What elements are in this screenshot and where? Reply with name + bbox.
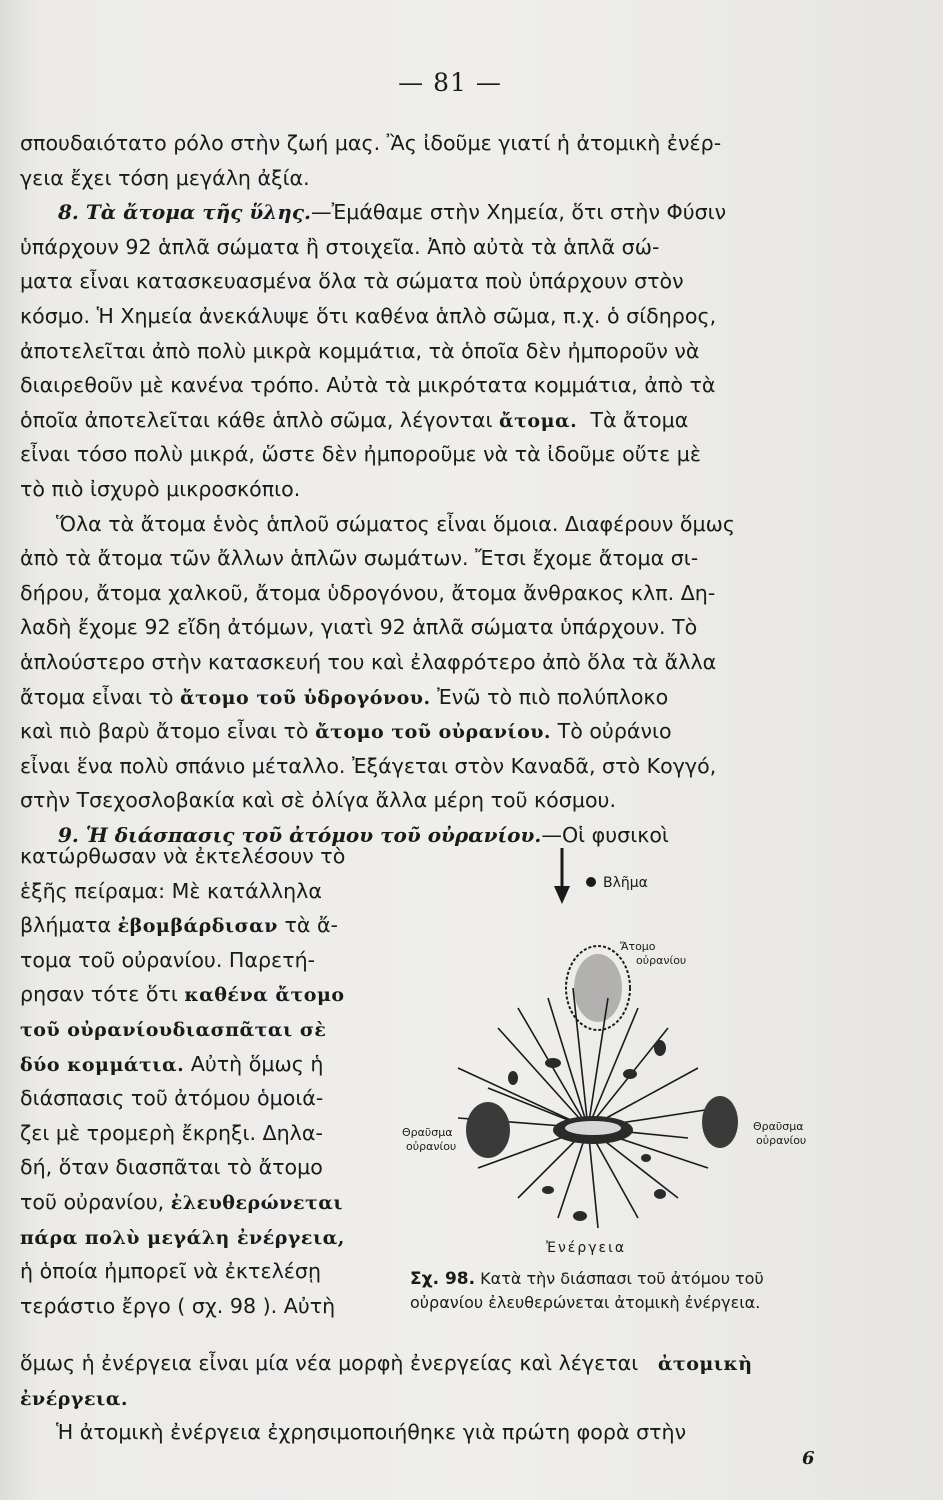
label-atom-2: οὐρανίου [636, 954, 687, 967]
text-line: ὑπάρχουν 92 ἁπλᾶ σώματα ἢ στοιχεῖα. Ἀπὸ αὐτὰ τὰ ἁπλᾶ σώ- [20, 234, 660, 259]
term-hydrogen-atom: ἄτομο τοῦ ὑδρογόνου. [180, 686, 431, 709]
term-bombarded: ἐβομβάρδισαν [117, 915, 278, 938]
text-fragment: ἄτομα εἶναι τὸ [20, 684, 174, 709]
text-fragment: ρησαν τότε ὅτι [20, 982, 178, 1007]
label-fragment-left: Θραῦσμα [402, 1126, 453, 1139]
text-fragment: καὶ πιὸ βαρὺ ἄτομο εἶναι τὸ [20, 719, 309, 744]
text-line-with-term [20, 1346, 848, 1381]
fragment-left [466, 1102, 510, 1158]
text-line: ἑξῆς πείραμα: Μὲ κατάλληλα [20, 878, 322, 903]
caption-line-2: οὐρανίου ἐλευθερώνεται ἀτομικὴ ἐνέργεια. [410, 1293, 761, 1312]
text-line-with-term [20, 680, 828, 715]
text-line-with-term [20, 1381, 848, 1416]
text-line-with-term [20, 1012, 392, 1047]
left-column-text [20, 839, 392, 1323]
text-fragment: Ἐνῶ τὸ πιὸ πολύπλοκο [437, 684, 669, 709]
caption-text: Κατὰ τὴν διάσπασι τοῦ ἀτόμου τοῦ [480, 1269, 764, 1288]
signature-mark: 6 [802, 1448, 815, 1469]
text-line: ζει μὲ τρομερὴ ἔκρηξι. Δηλα- [20, 1120, 323, 1145]
main-text [20, 126, 828, 852]
text-line: εἶναι τόσο πολὺ μικρά, ὥστε δὲν ἠμποροῦμε νὰ τὰ ἰδοῦμε οὔτε μὲ [20, 442, 701, 467]
text-fragment: τοῦ οὐρανίου, [20, 1189, 165, 1214]
text-line: ἀπὸ τὰ ἄτομα τῶν ἄλλων ἁπλῶν σωμάτων. Ἔτσι ἔχομε ἄτομα σι- [20, 546, 699, 571]
text-line: στὴν Τσεχοσλοβακία καὶ σὲ ὀλίγα ἄλλα μέρη τοῦ κόσμου. [20, 788, 617, 813]
text-line: δήρου, ἄτομα χαλκοῦ, ἄτομα ὑδρογόνου, ἄτομα ἄνθρακος κλπ. Δη- [20, 580, 716, 605]
text-line: κατώρθωσαν νὰ ἐκτελέσουν τὸ [20, 844, 346, 868]
blast-core [565, 1121, 621, 1135]
text-line-with-term [20, 403, 828, 438]
term-two-pieces: δύο κομμάτια. [20, 1053, 185, 1076]
text-line: τὸ πιὸ ἰσχυρὸ μικροσκόπιο. [20, 476, 301, 501]
text-line-with-term [20, 714, 828, 749]
text-line-with-term [20, 1220, 392, 1255]
text-line: σπουδαιότατο ρόλο στὴν ζωή μας. Ἂς ἰδοῦμε γιατί ἡ ἀτομικὴ ἐνέρ- [20, 131, 722, 155]
text-line-with-term [20, 1185, 392, 1220]
term-energy: ἐνέργεια. [20, 1387, 128, 1410]
label-fragment-right-2: οὐρανίου [756, 1134, 807, 1147]
bottom-text [20, 1346, 848, 1450]
label-projectile: Βλῆμα [603, 875, 648, 891]
section-9-heading: 9. Ἡ διάσπασις τοῦ ἀτόμου τοῦ οὐρανίου. [58, 822, 542, 847]
text-fragment: Τὰ ἄτομα [590, 407, 689, 432]
fragment-right [702, 1096, 738, 1148]
text-line: κόσμο. Ἡ Χημεία ἀνεκάλυψε ὅτι καθένα ἁπλὸ σῶμα, π.χ. ὁ σίδηρος, [20, 303, 717, 328]
text-line-with-term [20, 1047, 392, 1082]
section-8-heading-line [20, 195, 828, 230]
projectile-arrow-head [554, 886, 570, 904]
text-fragment: βλήματα [20, 913, 112, 938]
text-line: γεια ἔχει τόση μεγάλη ἀξία. [20, 165, 310, 190]
term-splits: διασπᾶται σὲ [172, 1018, 327, 1041]
term-atomic: ἀτομικὴ [657, 1353, 753, 1375]
caption-line-1 [410, 1267, 842, 1291]
term-atoma: ἄτομα. [499, 409, 578, 432]
text-line: διάσπασις τοῦ ἀτόμου ὁμοιά- [20, 1086, 324, 1111]
label-energy: Ἐνέργεια [546, 1240, 627, 1256]
text-line: ἁπλούστερο στὴν κατασκευή του καὶ ἐλαφρότερο ἀπὸ ὅλα τὰ ἄλλα [20, 649, 717, 674]
text-line: ἡ ὁποία ἠμπορεῖ νὰ ἐκτελέσῃ [20, 1259, 322, 1284]
text-line-with-term [20, 908, 392, 943]
text-fragment: Τὸ οὐράνιο [557, 719, 672, 744]
text-fragment: τὰ ἄ- [284, 913, 338, 938]
text-line: ἀποτελεῖται ἀπὸ πολὺ μικρὰ κομμάτια, τὰ ὁποῖα δὲν ἠμποροῦν νὰ [20, 338, 700, 363]
text-line: Ὅλα τὰ ἄτομα ἑνὸς ἁπλοῦ σώματος εἶναι ὅμοια. Διαφέρουν ὅμως [56, 511, 735, 536]
term-of-uranium: τοῦ οὐρανίου [20, 1018, 173, 1041]
text-line: λαδὴ ἔχομε 92 εἴδη ἀτόμων, γιατὶ 92 ἁπλᾶ σώματα ὑπάρχουν. Τὸ [20, 615, 698, 640]
page-number: — 81 — [398, 68, 502, 97]
caption-label: Σχ. 98. [410, 1269, 476, 1289]
text-line: —Ἐμάθαμε στὴν Χημεία, ὅτι στὴν Φύσιν [310, 200, 727, 225]
label-atom: Ἄτομο [620, 940, 656, 953]
uranium-atom-fill [574, 954, 622, 1022]
text-line: τομα τοῦ οὐρανίου. Παρετή- [20, 947, 316, 972]
label-fragment-left-2: οὐρανίου [406, 1140, 457, 1153]
text-line-with-term [20, 977, 392, 1012]
text-line: ματα εἶναι κατασκευασμένα ὅλα τὰ σώματα ποὺ ὑπάρχουν στὸν [20, 269, 684, 294]
text-fragment: ὁποῖα ἀποτελεῖται κάθε ἁπλὸ σῶμα, λέγονται [20, 407, 493, 432]
text-line: εἶναι ἕνα πολὺ σπάνιο μέταλλο. Ἐξάγεται στὸν Καναδᾶ, στὸ Κογγό, [20, 753, 717, 778]
term-released: ἐλευθερώνεται [170, 1191, 344, 1214]
text-line: διαιρεθοῦν μὲ κανένα τρόπο. Αὐτὰ τὰ μικρότατα κομμάτια, ἀπὸ τὰ [20, 373, 716, 398]
text-fragment: —Οἱ φυσικοὶ [541, 822, 669, 847]
uranium-fission-illustration [398, 838, 842, 1278]
text-line: τεράστιο ἔργο ( σχ. 98 ). Αὐτὴ [20, 1293, 336, 1318]
term-great-energy: πάρα πολὺ μεγάλη ἐνέργεια, [20, 1226, 345, 1249]
label-fragment-right: Θραῦσμα [753, 1120, 804, 1133]
projectile-dot [586, 877, 596, 887]
section-8-heading: 8. Τὰ ἄτομα τῆς ὕλης. [58, 200, 311, 225]
figure-98 [398, 838, 842, 1278]
text-fragment: Αὐτὴ ὅμως ἡ [190, 1051, 324, 1076]
text-fragment: ὅμως ἡ ἐνέργεια εἶναι μία νέα μορφὴ ἐνεργείας καὶ λέγεται [20, 1351, 639, 1375]
term-uranium-atom: ἄτομο τοῦ οὐρανίου. [315, 721, 552, 744]
term-each-atom: καθένα ἄτομο [184, 984, 345, 1007]
text-line: δή, ὅταν διασπᾶται τὸ ἄτομο [20, 1155, 323, 1180]
figure-caption [410, 1267, 842, 1314]
text-line: Ἡ ἀτομικὴ ἐνέργεια ἐχρησιμοποιήθηκε γιὰ πρώτη φορὰ στὴν [56, 1420, 687, 1445]
